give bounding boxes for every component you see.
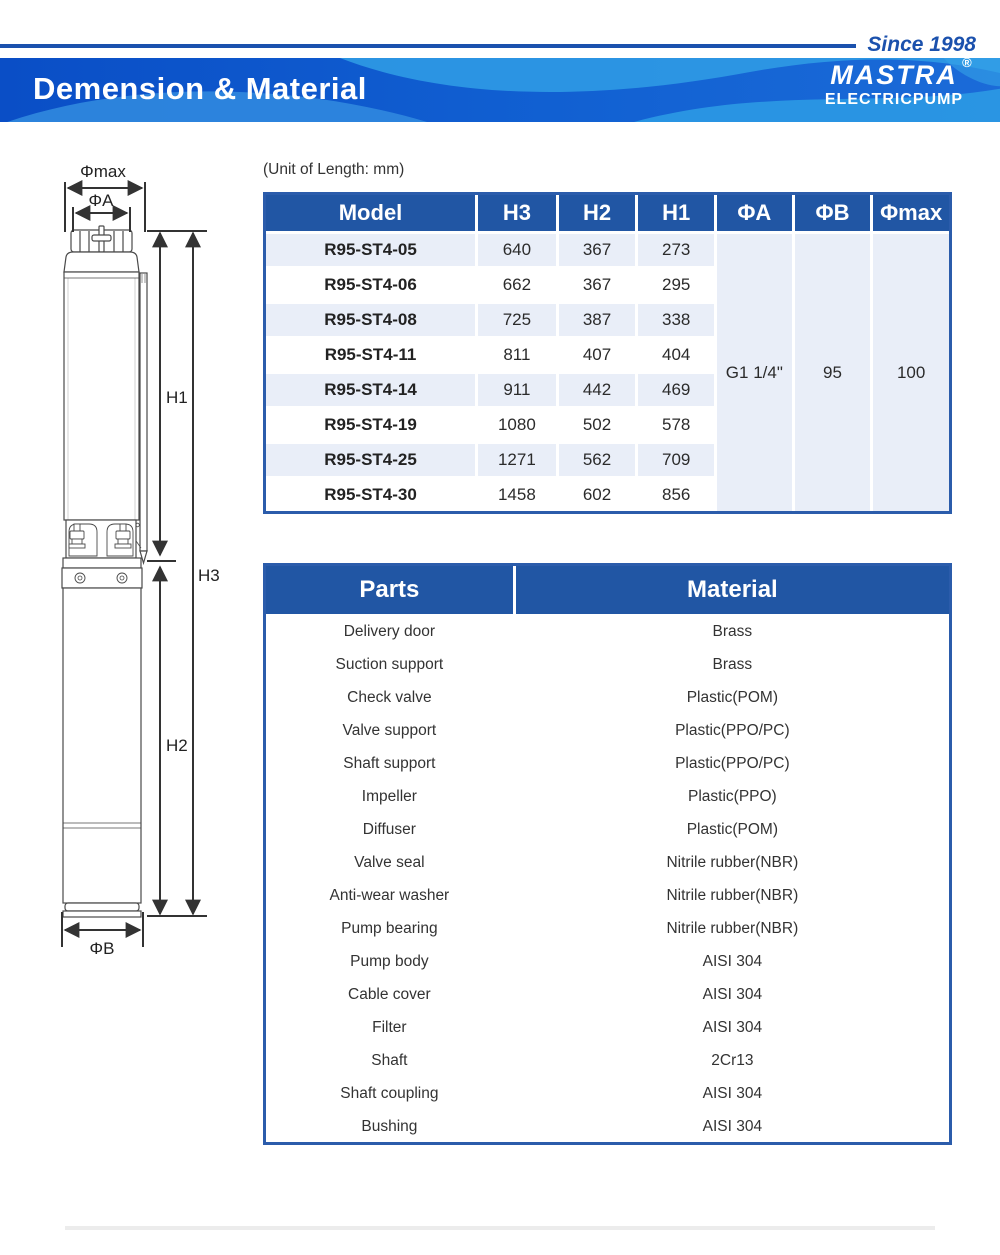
part-cell: Impeller [266,782,513,812]
merged-cell-phia: G1 1/4" [717,234,792,511]
material-cell: AISI 304 [516,1013,949,1043]
part-cell: Anti-wear washer [266,881,513,911]
part-cell: Delivery door [266,617,513,647]
h1-cell: 856 [638,479,714,511]
dim-label-h3: H3 [198,566,220,585]
model-cell: R95-ST4-30 [266,479,475,511]
material-cell: Brass [516,617,949,647]
h2-cell: 602 [559,479,636,511]
part-cell: Shaft coupling [266,1079,513,1109]
model-cell: R95-ST4-06 [266,269,475,301]
h3-cell: 1271 [478,444,556,476]
material-cell: Plastic(POM) [516,683,949,713]
part-cell: Shaft [266,1046,513,1076]
part-cell: Shaft support [266,749,513,779]
pump-section-body [64,272,139,520]
h3-cell: 911 [478,374,556,406]
material-cell: Nitrile rubber(NBR) [516,848,949,878]
dim-label-phia: ΦA [88,191,114,210]
h3-cell: 725 [478,304,556,336]
h3-cell: 811 [478,339,556,371]
motor-top-band [62,568,142,588]
dimension-table [263,192,952,514]
motor-base [63,911,141,917]
part-cell: Filter [266,1013,513,1043]
h3-cell: 1458 [478,479,556,511]
h2-cell: 387 [559,304,636,336]
material-cell: Plastic(PPO/PC) [516,749,949,779]
column-header: H1 [638,195,714,231]
part-cell: Suction support [266,650,513,680]
cable-guard [140,273,147,551]
dim-label-phib: ΦB [89,939,115,958]
part-cell: Pump bearing [266,914,513,944]
column-header: ΦB [795,195,871,231]
brand-subtitle: ELECTRICPUMP [824,91,964,108]
part-cell: Diffuser [266,815,513,845]
column-header: ΦA [717,195,792,231]
brand-name: MASTRA [830,60,958,90]
motor-bottom-cap [65,903,139,911]
brand-logo [804,55,984,108]
dim-label-h2: H2 [166,736,188,755]
merged-cell-phib: 95 [795,234,871,511]
h3-cell: 662 [478,269,556,301]
part-cell: Pump body [266,947,513,977]
model-cell: R95-ST4-05 [266,234,475,266]
material-cell: Plastic(POM) [516,815,949,845]
material-cell: AISI 304 [516,980,949,1010]
pump-shoulder [64,252,139,272]
unit-note: (Unit of Length: mm) [263,161,405,178]
model-cell: R95-ST4-25 [266,444,475,476]
since-rule [0,44,856,48]
part-cell: Valve support [266,716,513,746]
h1-cell: 295 [638,269,714,301]
registered-mark-icon: ® [962,55,972,70]
h2-cell: 442 [559,374,636,406]
h1-cell: 404 [638,339,714,371]
h1-cell: 709 [638,444,714,476]
h1-cell: 469 [638,374,714,406]
h2-cell: 367 [559,234,636,266]
column-header: H2 [559,195,636,231]
material-cell: Nitrile rubber(NBR) [516,914,949,944]
column-header: H3 [478,195,556,231]
part-cell: Check valve [266,683,513,713]
h3-cell: 1080 [478,409,556,441]
material-cell: Plastic(PPO/PC) [516,716,949,746]
h3-cell: 640 [478,234,556,266]
model-cell: R95-ST4-14 [266,374,475,406]
since-label: Since 1998 [867,33,976,56]
column-header: Material [516,566,949,614]
footer-rule [65,1226,935,1230]
column-header: Φmax [873,195,949,231]
dim-label-h1: H1 [166,388,188,407]
h2-cell: 562 [559,444,636,476]
motor-body [63,588,141,903]
column-header: Parts [266,566,513,614]
h1-cell: 578 [638,409,714,441]
model-cell: R95-ST4-19 [266,409,475,441]
page-title: Demension & Material [33,71,367,106]
dim-label-phimax: Φmax [80,162,126,181]
material-cell: Plastic(PPO) [516,782,949,812]
pump-flange [63,558,141,568]
pump-drawing [30,155,260,985]
material-cell: AISI 304 [516,947,949,977]
merged-cell-phimax: 100 [873,234,949,511]
model-cell: R95-ST4-08 [266,304,475,336]
h2-cell: 407 [559,339,636,371]
material-cell: Nitrile rubber(NBR) [516,881,949,911]
part-cell: Cable cover [266,980,513,1010]
material-cell: AISI 304 [516,1112,949,1142]
h1-cell: 338 [638,304,714,336]
model-cell: R95-ST4-11 [266,339,475,371]
material-cell: Brass [516,650,949,680]
material-cell: 2Cr13 [516,1046,949,1076]
h2-cell: 502 [559,409,636,441]
part-cell: Bushing [266,1112,513,1142]
h2-cell: 367 [559,269,636,301]
part-cell: Valve seal [266,848,513,878]
parts-table [263,563,952,1145]
column-header: Model [266,195,475,231]
material-cell: AISI 304 [516,1079,949,1109]
h1-cell: 273 [638,234,714,266]
